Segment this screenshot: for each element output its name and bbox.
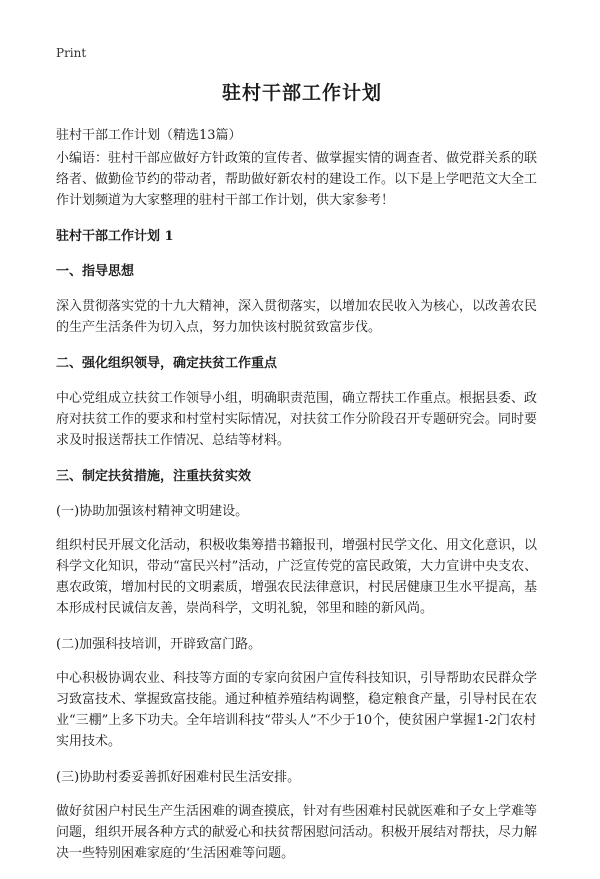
- section-heading: 三、制定扶贫措施，注重扶贫实效: [56, 469, 252, 484]
- section-heading: 一、指导思想: [56, 264, 135, 279]
- section-paragraph: 中心党组成立扶贫工作领导小组，明确职责范围，确立帮扶工作重点。根据县委、政府对扶贫工作的要求和村堂村实际情况，对扶贫工作分阶段召开专题研究会。同时要求及时报送帮扶工作情况、总结等材料。: [56, 391, 538, 448]
- section-paragraph: 深入贯彻落实党的十九大精神，深入贯彻落实，以增加农民收入为核心，以改善农民的生产生活条件为切入点，努力加快该村脱贫致富步伐。: [56, 299, 538, 335]
- print-link[interactable]: Print: [56, 46, 87, 60]
- document-body: [56, 148, 548, 879]
- page-subtitle: 驻村干部工作计划（精选13篇）: [56, 128, 242, 143]
- section-paragraph: 中心积极协调农业、科技等方面的专家向贫困户宣传科技知识，引导帮助农民群众学习致富技术、掌握致富技能。通过种植养殖结构调整，稳定粮食产量，引导村民在农业“三棚”上多下功夫。全年培训科技“带头人”不少于10个，使贫困户掌握1-2门农村实用技术。: [56, 671, 538, 749]
- subsection-label: (三)协助村委妥善抓好困难村民生活安排。: [56, 770, 301, 785]
- subsection-label: (一)协助加强该村精神文明建设。: [56, 504, 249, 519]
- intro-paragraph: 小编语：驻村干部应做好方针政策的宣传者、做掌握实情的调查者、做党群关系的联络者、做勤俭节约的带动者，帮助做好新农村的建设工作。以下是上学吧范文大全工作计划频道为大家整理的驻村干部工作计划，供大家参考！: [56, 151, 538, 208]
- section-heading: 二、强化组织领导，确定扶贫工作重点: [56, 356, 278, 371]
- section-paragraph: 组织村民开展文化活动，积极收集筹措书籍报刊，增强村民学文化、用文化意识，以科学文化知识，带动“富民兴村”活动，广泛宣传党的富民政策，大力宣讲中央支农、惠农政策，增加村民的文明素质，增强农民法律意识，村民居健康卫生水平提高，基本形成村民诚信友善，崇尚科学，文明礼貌，邻里和睦的新风尚。: [56, 538, 538, 616]
- page-title: 驻村干部工作计划: [221, 82, 382, 104]
- plan-title: 驻村干部工作计划 1: [56, 229, 174, 244]
- subsection-label: (二)加强科技培训，开辟致富门路。: [56, 637, 262, 652]
- section-paragraph: 做好贫困户村民生产生活困难的调查摸底，针对有些困难村民就医难和子女上学难等问题，组织开展各种方式的献爱心和扶贫帮困慰问活动。积极开展结对帮扶，尽力解决一些特别困难家庭的‘生活困难等问题。: [56, 804, 538, 861]
